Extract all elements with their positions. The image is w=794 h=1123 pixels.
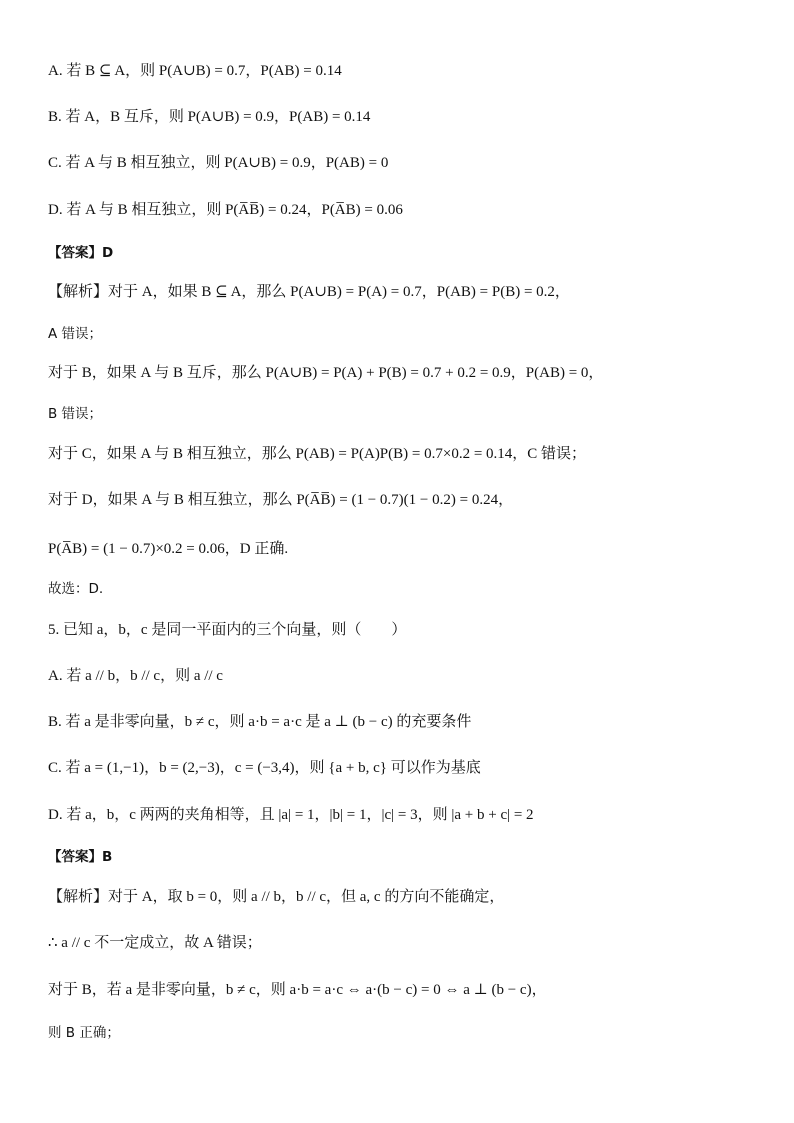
option-c: C. 若 A 与 B 相互独立，则 P(A∪B) = 0.9，P(AB) = 0	[48, 155, 389, 171]
analysis-line: 对于 D，如果 A 与 B 相互独立，那么 P(A̅B̅) = (1 − 0.7)(1 − 0.2) = 0.24，	[48, 492, 514, 508]
analysis2-line: ∴ a // c 不一定成立，故 A 错误；	[48, 935, 262, 951]
q5-option-c: C. 若 a = (1,−1)，b = (2,−3)，c = (−3,4)，则 {a + b, c} 可以作为基底	[48, 760, 481, 776]
analysis2-line: 则 B 正确；	[48, 1025, 120, 1041]
answer-label: 【答案】D	[48, 245, 114, 261]
analysis2-line: 【解析】对于 A，取 b = 0，则 a // b，b // c，但 a, c 的方向不能确定，	[48, 889, 505, 905]
q5-option-a: A. 若 a // b，b // c，则 a // c	[48, 668, 223, 684]
analysis-line: P(A̅B) = (1 − 0.7)×0.2 = 0.06，D 正确.	[48, 541, 289, 557]
analysis-line: B 错误；	[48, 406, 103, 422]
analysis-line: 对于 C，如果 A 与 B 相互独立，那么 P(AB) = P(A)P(B) = 0.7×0.2 = 0.14，C 错误；	[48, 446, 587, 462]
analysis2-line: 对于 B，若 a 是非零向量，b ≠ c，则 a·b = a·c ⇔ a·(b − c) = 0 ⇔ a ⊥ (b − c)，	[48, 982, 547, 998]
q5-option-b: B. 若 a 是非零向量，b ≠ c，则 a·b = a·c 是 a ⊥ (b − c) 的充要条件	[48, 714, 472, 730]
analysis-line: A 错误；	[48, 326, 103, 342]
answer-label-2: 【答案】B	[48, 849, 113, 865]
analysis-line: 对于 B，如果 A 与 B 互斥，那么 P(A∪B) = P(A) + P(B) = 0.7 + 0.2 = 0.9，P(AB) = 0，	[48, 365, 604, 381]
option-d: D. 若 A 与 B 相互独立，则 P(A̅B̅) = 0.24，P(A̅B) = 0.06	[48, 202, 403, 218]
analysis-line: 【解析】对于 A，如果 B ⊆ A，那么 P(A∪B) = P(A) = 0.7，P(AB) = P(B) = 0.2，	[48, 284, 570, 300]
option-b: B. 若 A，B 互斥，则 P(A∪B) = 0.9，P(AB) = 0.14	[48, 109, 371, 125]
q5-option-d: D. 若 a，b，c 两两的夹角相等，且 |a| = 1，|b| = 1，|c| = 3，则 |a + b + c| = 2	[48, 807, 534, 823]
choice-line: 故选：D.	[48, 581, 104, 597]
question-5-stem: 5. 已知 a，b，c 是同一平面内的三个向量，则（ ）	[48, 622, 407, 638]
option-a: A. 若 B ⊆ A，则 P(A∪B) = 0.7，P(AB) = 0.14	[48, 63, 342, 79]
